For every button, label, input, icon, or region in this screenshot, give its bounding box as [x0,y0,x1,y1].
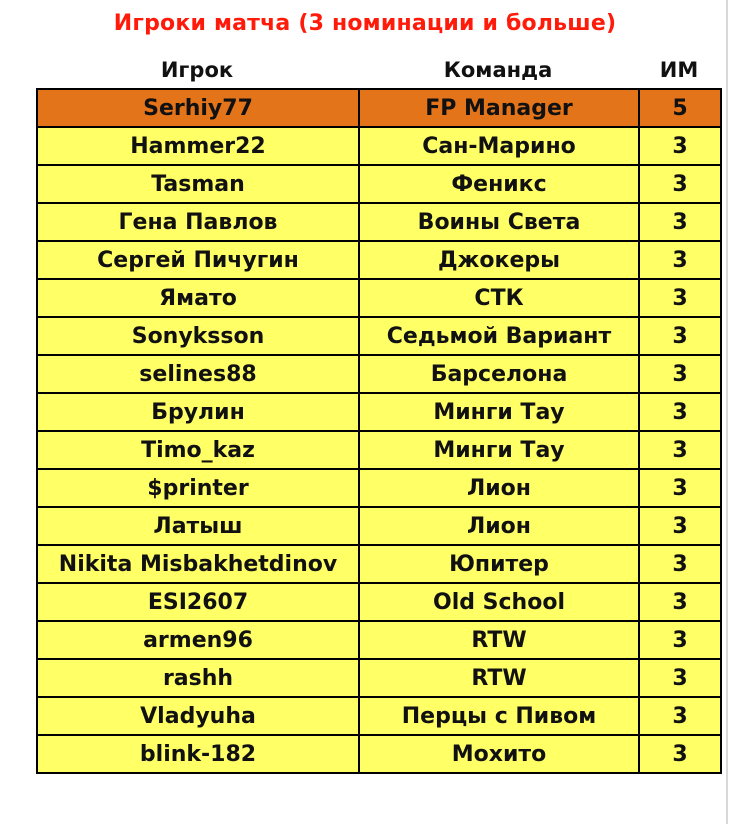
team-cell: СТК [359,279,639,317]
im-cell: 3 [639,621,721,659]
player-cell: selines88 [37,355,359,393]
table-row [37,165,721,203]
team-cell: Минги Тау [359,431,639,469]
player-cell: Hammer22 [37,127,359,165]
im-cell: 3 [639,203,721,241]
player-cell: Гена Павлов [37,203,359,241]
team-cell: Перцы с Пивом [359,697,639,735]
player-cell: blink-182 [37,735,359,773]
player-cell: Vladyuha [37,697,359,735]
table-row [37,431,721,469]
table-row [37,697,721,735]
team-cell: RTW [359,621,639,659]
column-header-player: Игрок [160,58,234,82]
table-title: Игроки матча (3 номинации и больше) [113,11,617,36]
im-cell: 3 [639,545,721,583]
team-cell: Мохито [359,735,639,773]
team-cell: Седьмой Вариант [359,317,639,355]
player-cell: armen96 [37,621,359,659]
table-row [37,89,721,127]
team-cell: Лион [359,469,639,507]
im-cell: 3 [639,659,721,697]
players-table [36,88,722,774]
team-cell: Old School [359,583,639,621]
im-cell: 5 [639,89,721,127]
im-cell: 3 [639,469,721,507]
player-cell: Nikita Misbakhetdinov [37,545,359,583]
column-header-team: Команда [443,58,553,82]
team-cell: Джокеры [359,241,639,279]
team-cell: Барселона [359,355,639,393]
im-cell: 3 [639,279,721,317]
table-header [36,52,720,88]
player-cell: $printer [37,469,359,507]
table-row [37,621,721,659]
table-row [37,545,721,583]
team-cell: RTW [359,659,639,697]
im-cell: 3 [639,317,721,355]
team-cell: Феникс [359,165,639,203]
im-cell: 3 [639,241,721,279]
player-cell: ESI2607 [37,583,359,621]
team-cell: FP Manager [359,89,639,127]
table-row [37,317,721,355]
team-cell: Минги Тау [359,393,639,431]
team-cell: Сан-Марино [359,127,639,165]
im-cell: 3 [639,127,721,165]
table-row [37,355,721,393]
table-row [37,735,721,773]
player-cell: Латыш [37,507,359,545]
player-cell: Ямато [37,279,359,317]
player-cell: Сергей Пичугин [37,241,359,279]
table-row [37,241,721,279]
table-row [37,279,721,317]
im-cell: 3 [639,697,721,735]
player-cell: Tasman [37,165,359,203]
player-cell: rashh [37,659,359,697]
table-row [37,507,721,545]
player-cell: Брулин [37,393,359,431]
page-edge-divider [726,0,728,824]
im-cell: 3 [639,507,721,545]
im-cell: 3 [639,735,721,773]
player-cell: Sonyksson [37,317,359,355]
im-cell: 3 [639,431,721,469]
im-cell: 3 [639,393,721,431]
im-cell: 3 [639,583,721,621]
player-cell: Timo_kaz [37,431,359,469]
im-cell: 3 [639,355,721,393]
im-cell: 3 [639,165,721,203]
table-row [37,583,721,621]
table-row [37,203,721,241]
team-cell: Юпитер [359,545,639,583]
table-row [37,127,721,165]
table-row [37,659,721,697]
team-cell: Воины Света [359,203,639,241]
column-header-im: ИМ [659,58,699,82]
players-table-body [37,89,721,773]
table-row [37,393,721,431]
table-row [37,469,721,507]
player-cell: Serhiy77 [37,89,359,127]
team-cell: Лион [359,507,639,545]
